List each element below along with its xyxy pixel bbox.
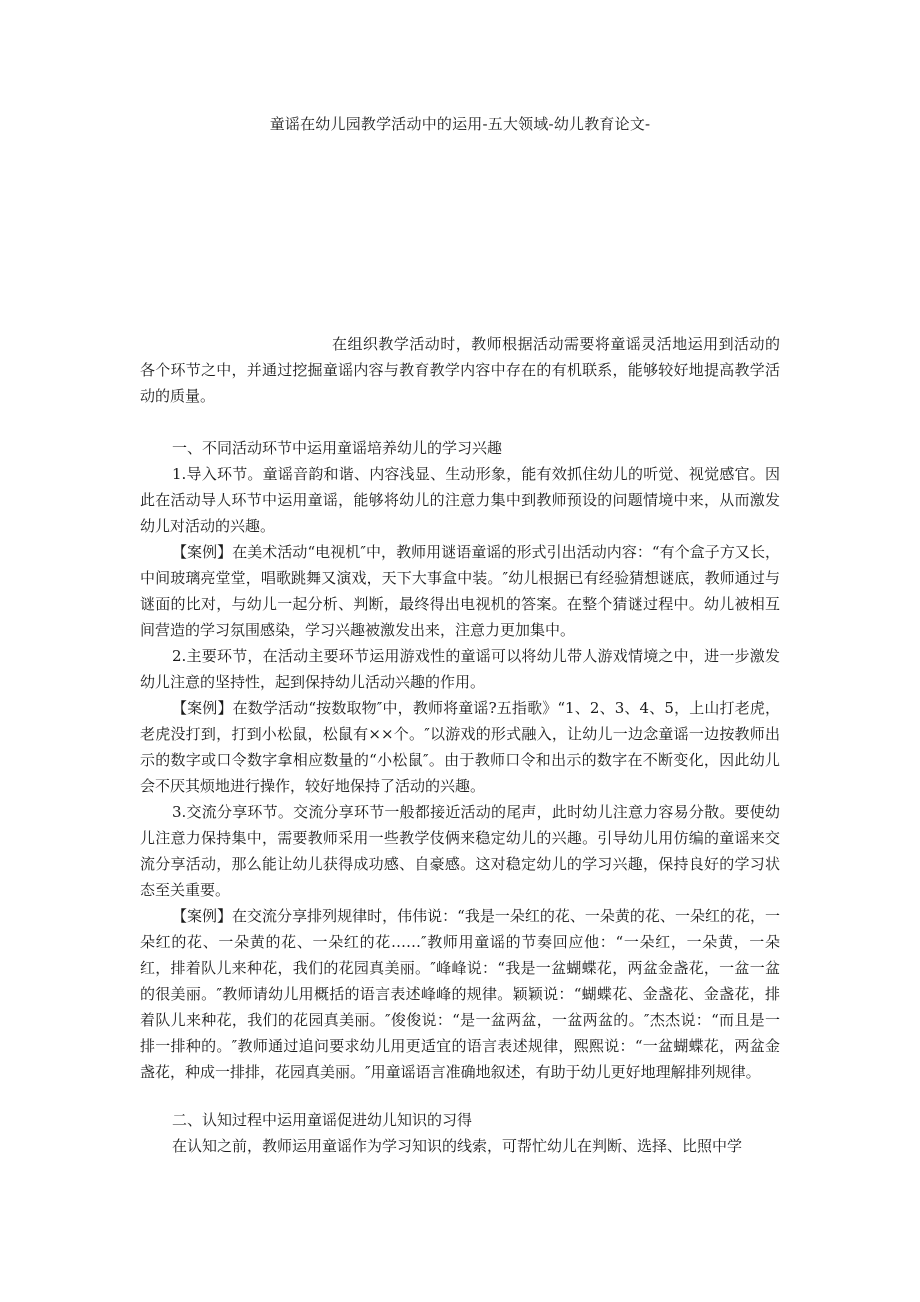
section-gap — [140, 1085, 780, 1107]
section1-paragraph-2: 2.主要环节，在活动主要环节运用游戏性的童谣可以将幼儿带人游戏情境之中，进一步激发幼儿注意的坚持性，起到保持幼儿活动兴趣的作用。 — [140, 647, 780, 691]
section1-paragraph-3: 3.交流分享环节。交流分享环节一般都接近活动的尾声，此时幼儿注意力容易分散。要使幼儿注意力保持集中，需要教师采用一些教学伎俩来稳定幼儿的兴趣。引导幼儿用仿编的童谣来交流分享活动，那么能让幼儿获得成功感、自豪感。这对稳定幼儿的学习兴趣，保持良好的学习状态至关重要。 — [140, 803, 780, 899]
intro-paragraph: 在组织教学活动时，教师根据活动需要将童谣灵活地运用到活动的各个环节之中，并通过挖掘童谣内容与教育教学内容中存在的有机联系，能够较好地提高教学活动的质量。 — [140, 335, 780, 405]
section1-paragraph-1: 1.导入环节。童谣音韵和谐、内容浅显、生动形象，能有效抓住幼儿的听觉、视觉感官。因此在活动导人环节中运用童谣，能够将幼儿的注意力集中到教师预设的问题情境中来，从而激发幼儿对活动的兴趣。 — [140, 465, 780, 535]
section1-case-1: 【案例】在美术活动“电视机″中，教师用谜语童谣的形式引出活动内容：“有个盒子方又长，中间玻璃亮堂堂，唱歌跳舞又演戏，天下大事盒中装。″幼儿根据已有经验猜想谜底，教师通过与谜面的比对，与幼儿一起分析、判断，最终得出电视机的答案。在整个猜谜过程中。幼儿被相互间营造的学习氛围感染，学习兴趣被激发出来，注意力更加集中。 — [140, 543, 780, 639]
section2-heading: 二、认知过程中运用童谣促进幼儿知识的习得 — [172, 1111, 473, 1129]
section2-paragraph-1: 在认知之前，教师运用童谣作为学习知识的线索，可帮忙幼儿在判断、选择、比照中学 — [172, 1137, 743, 1155]
page-title: 童谣在幼儿园教学活动中的运用-五大领域-幼儿教育论文- — [269, 115, 651, 133]
section1-case-3: 【案例】在交流分享排列规律时，伟伟说：“我是一朵红的花、一朵黄的花、一朵红的花，一朵红的花、一朵黄的花、一朵红的花……″教师用童谣的节奏回应他：“一朵红，一朵黄，一朵红，排着队儿来种花，我们的花园真美丽。″峰峰说：“我是一盆蝴蝶花，两盆金盏花，一盆一盆的很美丽。″教师请幼儿用概括的语言表述峰峰的规律。颖颖说：“蝴蝶花、金盏花、金盏花，排着队儿来种花，我们的花园真美丽。″俊俊说：“是一盆两盆，一盆两盆的。″杰杰说：“而且是一排一排种的。″教师通过追问要求幼儿用更适宜的语言表述规律，熙熙说：“一盆蝴蝶花，两盆金盏花，种成一排排，花园真美丽。″用童谣语言准确地叙述，有助于幼儿更好地理解排列规律。 — [140, 907, 780, 1081]
main-body — [140, 435, 780, 1159]
section1-case-2: 【案例】在数学活动“按数取物″中，教师将童谣?五指歌》“1、2、3、4、5，上山打老虎，老虎没打到，打到小松鼠，松鼠有××个。″以游戏的形式融入，让幼儿一边念童谣一边按教师出示的数字或口令数字拿相应数量的“小松鼠″。由于教师口令和出示的数字在不断变化，因此幼儿会不厌其烦地进行操作，较好地保持了活动的兴趣。 — [140, 699, 780, 795]
section1-heading: 一、不同活动环节中运用童谣培养幼儿的学习兴趣 — [172, 439, 503, 457]
intro-block — [140, 331, 780, 409]
